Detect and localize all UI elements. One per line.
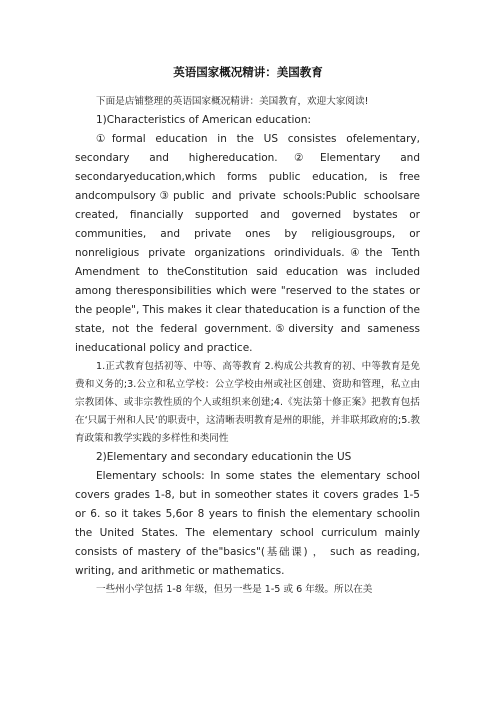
document-body [75, 93, 420, 599]
elementary-translation-paragraph: 一些州小学包括 1-8 年级，但另一些是 1-5 或 6 年级。所以在美 [96, 584, 373, 595]
intro-paragraph: 下面是店铺整理的英语国家概况精讲：美国教育，欢迎大家阅读! [96, 96, 369, 107]
document-title: 英语国家概况精讲：美国教育 [173, 65, 323, 79]
section-heading-elementary-secondary: 2)Elementary and secondary educationin the US [96, 451, 352, 463]
section-heading-characteristics: 1)Characteristics of American education: [96, 114, 312, 126]
characteristics-paragraph: ①formal education in the US consistes ofelementary, secondary and highereducation.②Elementary and secondaryeducation,which forms public education, is free andcompulsory③public and private schools:Public schoolsare created, financially supported and governed bystates or communities, and private ones by religiousgroups, or nonreligious private organizations orindividuals.④the Tenth Amendment to theConstitution said education was included among theresponsibilities which were "reserved to the states or the people", This makes it clear thateducation is a function of the state, not the federal government.⑤diversity and sameness ineducational policy and practice. [75, 133, 420, 354]
elementary-schools-paragraph: Elementary schools: In some states the elementary school covers grades 1-8, but in someother states it covers grades 1-5 or 6. so it takes 5,6or 8 years to finish the elementary schoolin the United States. The elementary school curriculum mainly consists of mastery of the"basics"(基础课) ， such as reading, writing, and arithmetic or mathematics. [75, 470, 420, 577]
characteristics-translation-paragraph: 1.正式教育包括初等、中等、高等教育 2.构成公共教育的初、中等教育是免费和义务的;3.公立和私立学校：公立学校由州或社区创建、资助和管理，私立由宗教团体、或非宗教性质的个人或组织来创建;4.《宪法第十修正案》把教育包括在‘只属于州和人民’的职责中，这清晰表明教育是州的职能，并非联邦政府的;5.教育政策和教学实践的多样性和类同性 [75, 361, 420, 444]
